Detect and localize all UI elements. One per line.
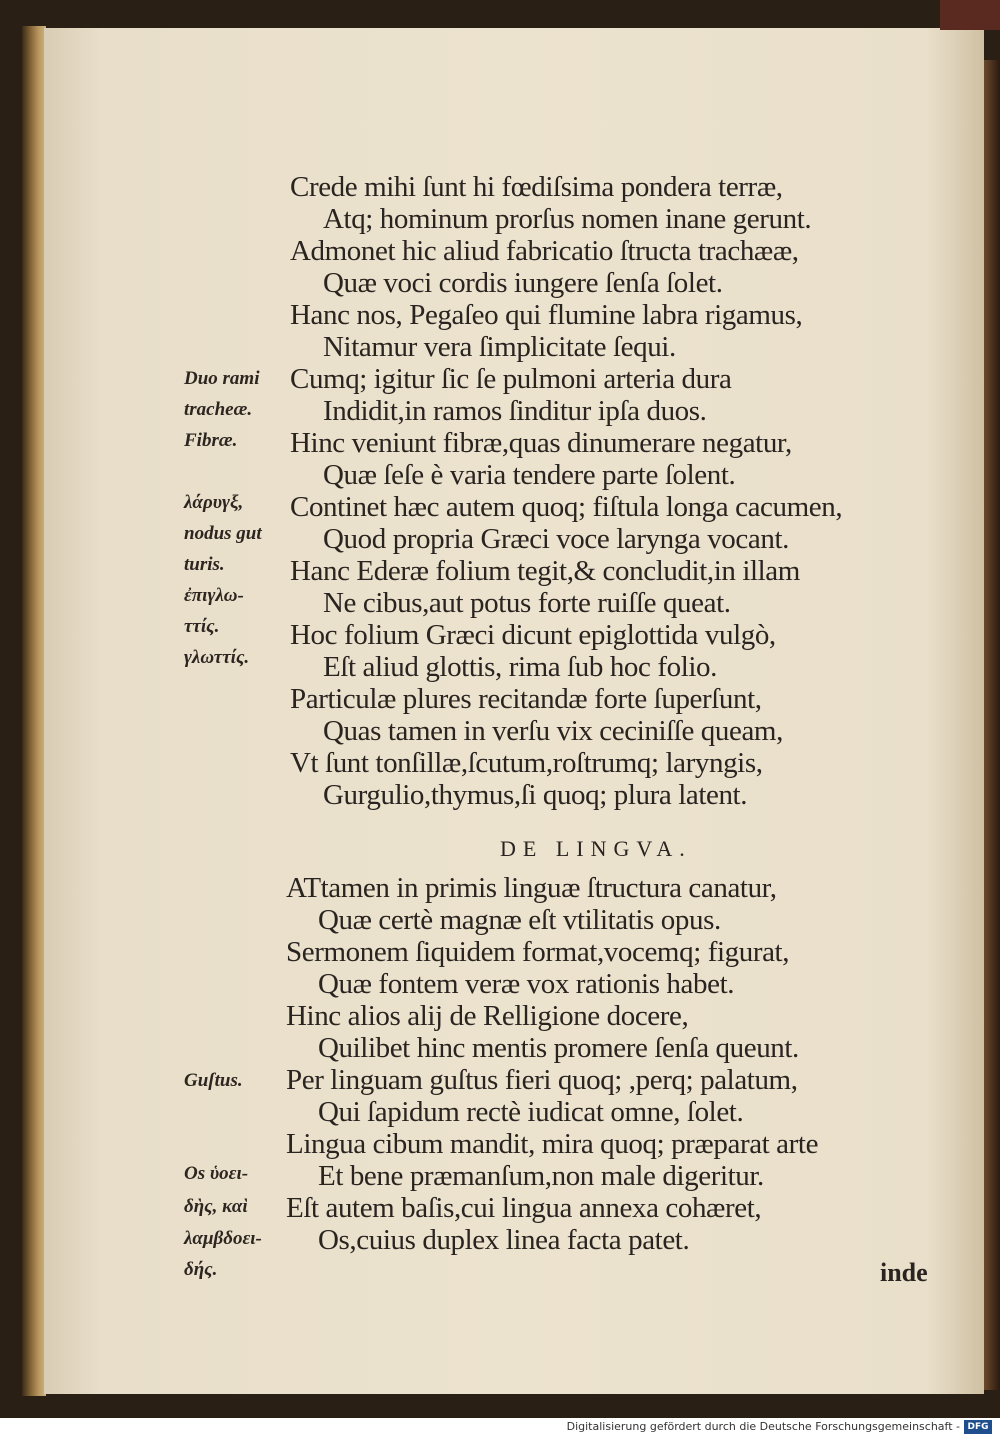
- verse-line: Quæ voci cordis iungere ſenſa ſolet.: [323, 267, 723, 299]
- verse-line: Qui ſapidum rectè iudicat omne, ſolet.: [318, 1096, 744, 1128]
- verse-line: ATtamen in primis linguæ ſtructura canatur,: [286, 872, 777, 904]
- verse-line: Hinc alios alij de Relligione docere,: [286, 1000, 689, 1032]
- verse-line: Quod propria Græci voce larynga vocant.: [323, 523, 789, 555]
- verse-line: Quæ certè magnæ eſt vtilitatis opus.: [318, 904, 721, 936]
- verse-line: Continet hæc autem quoq; fiſtula longa cacumen,: [290, 491, 843, 523]
- verse-line: Hanc nos, Pegaſeo qui flumine labra rigamus,: [290, 299, 803, 331]
- marginal-note: Guſtus.: [184, 1070, 243, 1091]
- dfg-logo-icon: DFG: [964, 1420, 992, 1434]
- verse-line: Sermonem ſiquidem format,vocemq; figurat,: [286, 936, 790, 968]
- verse-line: Gurgulio,thymus,ſi quoq; plura latent.: [323, 779, 748, 811]
- verse-line: Indidit,in ramos ſinditur ipſa duos.: [323, 395, 707, 427]
- marginal-note: ἐπιγλω-: [184, 585, 244, 606]
- verse-line: Et bene præmanſum,non male digeritur.: [318, 1160, 764, 1192]
- marginal-note: γλωττίς.: [184, 647, 250, 668]
- verse-line: Admonet hic aliud fabricatio ſtructa trachææ,: [290, 235, 799, 267]
- verse-line: Os,cuius duplex linea facta patet.: [318, 1224, 690, 1256]
- verse-line: Eſt aliud glottis, rima ſub hoc folio.: [323, 651, 717, 683]
- marginal-note: ττίς.: [184, 616, 220, 637]
- verse-line: Per linguam guſtus fieri quoq; ,perq; palatum,: [286, 1064, 798, 1096]
- marginal-note: λάρυγξ,: [184, 492, 244, 513]
- verse-line: Atq; hominum prorſus nomen inane gerunt.: [323, 203, 812, 235]
- verse-line: Quas tamen in verſu vix ceciniſſe queam,: [323, 715, 783, 747]
- marginal-note: Fibræ.: [184, 430, 238, 451]
- marginal-note: tracheæ.: [184, 399, 253, 420]
- verse-line: Particulæ plures recitandæ forte ſuperſunt,: [290, 683, 762, 715]
- verse-line: Nitamur vera ſimplicitate ſequi.: [323, 331, 676, 363]
- marginal-note: nodus gut: [184, 523, 262, 544]
- verse-line: Eſt autem baſis,cui lingua annexa cohæret,: [286, 1192, 762, 1224]
- verse-line: Quæ ſeſe è varia tendere parte ſolent.: [323, 459, 736, 491]
- funding-notice: Digitalisierung gefördert durch die Deutsche Forschungsgemeinschaft -: [566, 1420, 960, 1433]
- verse-line: Hanc Ederæ folium tegit,& concludit,in illam: [290, 555, 800, 587]
- marginal-note: Os ὑοει-: [184, 1163, 249, 1184]
- verse-line: Hoc folium Græci dicunt epiglottida vulgò,: [290, 619, 776, 651]
- marginal-note: λαμβδοει-: [184, 1228, 262, 1249]
- verse-line: Lingua cibum mandit, mira quoq; præparat arte: [286, 1128, 819, 1160]
- verse-line: Ne cibus,aut potus forte ruiſſe queat.: [323, 587, 731, 619]
- verse-line: Vt ſunt tonſillæ,ſcutum,roſtrumq; laryngis,: [290, 747, 763, 779]
- verse-line: Cumq; igitur ſic ſe pulmoni arteria dura: [290, 363, 732, 395]
- verse-line: Quilibet hinc mentis promere ſenſa queunt.: [318, 1032, 799, 1064]
- section-heading: DE LINGVA.: [500, 836, 692, 861]
- marginal-note: Duo rami: [184, 368, 260, 389]
- footer-bar: [0, 1418, 1000, 1438]
- marginal-note: turis.: [184, 554, 225, 575]
- marginal-note: δής.: [184, 1259, 218, 1280]
- marginal-note: δὴς, καὶ: [184, 1196, 248, 1217]
- verse-line: Crede mihi ſunt hi fœdiſsima pondera terræ,: [290, 171, 783, 203]
- catchword: inde: [880, 1258, 928, 1287]
- verse-line: Hinc veniunt fibræ,quas dinumerare negatur,: [290, 427, 792, 459]
- verse-line: Quæ fontem veræ vox rationis habet.: [318, 968, 735, 1000]
